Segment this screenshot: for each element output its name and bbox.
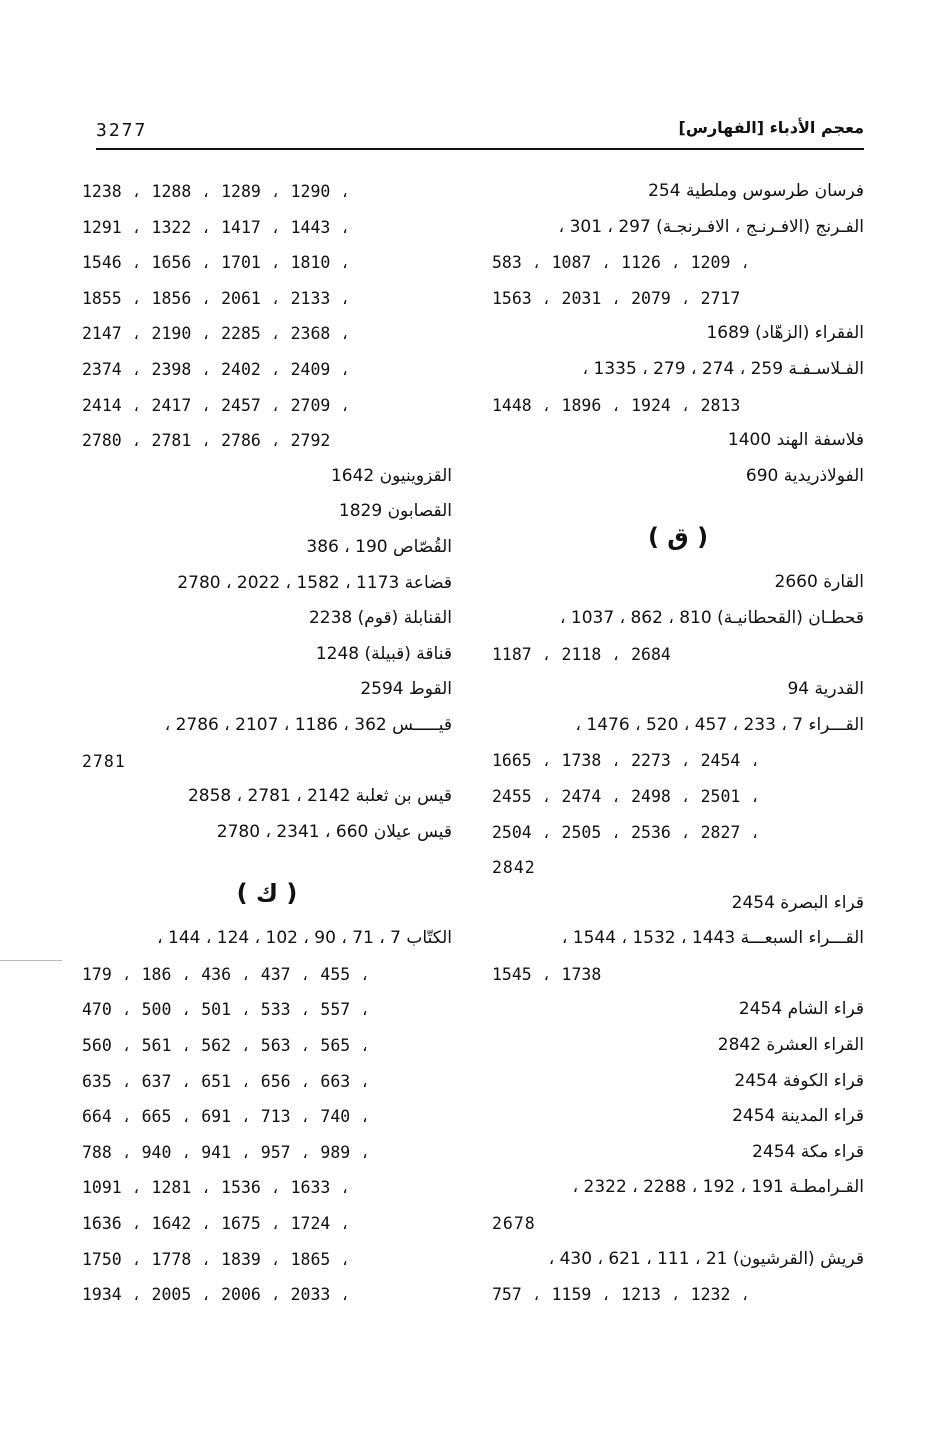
index-entry: القارة 2660 <box>774 572 864 593</box>
index-entry: القـرامطـة 191 ، 192 ، 2288 ، 2322 ، <box>572 1177 864 1198</box>
index-entry-continuation: 179 ، 186 ، 436 ، 437 ، 455 ، <box>82 964 371 984</box>
section-letter-qaf: ( ق ) <box>647 523 709 552</box>
index-entry: قراء مكة 2454 <box>752 1141 864 1162</box>
index-entry: القـــراء 7 ، 233 ، 457 ، 520 ، 1476 ، <box>575 714 864 735</box>
index-entry: القزوينيون 1642 <box>330 465 452 486</box>
index-entry: القراء العشرة 2842 <box>717 1035 864 1056</box>
index-entry: قراء الكوفة 2454 <box>734 1070 864 1091</box>
index-entry: القصابون 1829 <box>338 501 452 522</box>
index-entry-continuation: 1636 ، 1642 ، 1675 ، 1724 ، <box>82 1214 351 1234</box>
index-entry: القوط 2594 <box>360 679 452 700</box>
index-entry-continuation: 583 ، 1087 ، 1126 ، 1209 ، <box>492 253 751 273</box>
index-column-right <box>492 174 864 1313</box>
index-entry-continuation: 1546 ، 1656 ، 1701 ، 1810 ، <box>82 253 351 273</box>
index-entry: فلاسفة الهند 1400 <box>727 430 864 451</box>
index-entry: الفولاذريدية 690 <box>745 465 864 486</box>
index-entry: قريش (القرشيون) 21 ، 111 ، 621 ، 430 ، <box>548 1248 864 1269</box>
index-entry-continuation: 2414 ، 2417 ، 2457 ، 2709 ، <box>82 395 351 415</box>
index-entry: قحطـان (القحطانيـة) 810 ، 862 ، 1037 ، <box>560 607 864 628</box>
running-title: معجم الأدباء [الفهارس] <box>678 118 864 137</box>
index-entry-continuation: 1563 ، 2031 ، 2079 ، 2717 <box>492 288 741 308</box>
index-entry-continuation: 560 ، 561 ، 562 ، 563 ، 565 ، <box>82 1036 371 1056</box>
index-entry-continuation: 470 ، 500 ، 501 ، 533 ، 557 ، <box>82 1000 371 1020</box>
index-entry-continuation: 2504 ، 2505 ، 2536 ، 2827 ، <box>492 822 761 842</box>
index-entry-continuation: 2780 ، 2781 ، 2786 ، 2792 <box>82 431 331 451</box>
index-entry: قيس عيلان 660 ، 2341 ، 2780 <box>216 821 452 842</box>
index-entry: الفقراء (الزهّاد) 1689 <box>706 323 864 344</box>
index-entry: قضاعة 1173 ، 1582 ، 2022 ، 2780 <box>177 572 452 593</box>
index-entry: قراء الشام 2454 <box>738 999 864 1020</box>
index-entry-continuation: 1750 ، 1778 ، 1839 ، 1865 ، <box>82 1249 351 1269</box>
index-entry-continuation: 635 ، 637 ، 651 ، 656 ، 663 ، <box>82 1071 371 1091</box>
index-entry-continuation: 2781 <box>82 751 126 771</box>
index-entry-continuation: 1291 ، 1322 ، 1417 ، 1443 ، <box>82 217 351 237</box>
index-entry: فرسان طرسوس وملطية 254 <box>648 181 864 201</box>
index-entry-continuation: 2678 <box>492 1214 536 1234</box>
index-entry: القُصّاص 190 ، 386 <box>306 536 452 557</box>
index-entry: الفـلاسـفـة 259 ، 274 ، 279 ، 1335 ، <box>582 358 864 379</box>
index-entry: قراء المدينة 2454 <box>732 1106 864 1127</box>
index-column-left <box>82 174 452 1313</box>
index-entry-continuation: 2842 <box>492 858 536 878</box>
index-entry: قيـــــس 362 ، 1186 ، 2107 ، 2786 ، <box>164 714 452 735</box>
index-entry-continuation: 1187 ، 2118 ، 2684 <box>492 644 671 664</box>
index-entry-continuation: 1238 ، 1288 ، 1289 ، 1290 ، <box>82 182 351 201</box>
page-header <box>96 112 864 150</box>
index-entry: قناقة (قبيلة) 1248 <box>315 643 452 664</box>
index-entry-continuation: 2147 ، 2190 ، 2285 ، 2368 ، <box>82 324 351 344</box>
index-entry-continuation: 2455 ، 2474 ، 2498 ، 2501 ، <box>492 786 761 806</box>
index-entry: الفـرنج (الافـرنـج ، الافـرنجـة) 297 ، 301 ، <box>558 216 864 237</box>
index-entry-continuation: 757 ، 1159 ، 1213 ، 1232 ، <box>492 1285 751 1305</box>
index-entry: القنابلة (قوم) 2238 <box>308 608 452 629</box>
index-entry-continuation: 2374 ، 2398 ، 2402 ، 2409 ، <box>82 359 351 379</box>
index-entry-continuation: 788 ، 940 ، 941 ، 957 ، 989 ، <box>82 1142 371 1162</box>
index-entry: الكتّاب 7 ، 71 ، 90 ، 102 ، 124 ، 144 ، <box>157 928 452 949</box>
index-entry-continuation: 1665 ، 1738 ، 2273 ، 2454 ، <box>492 751 761 771</box>
page-number: 3277 <box>96 120 148 141</box>
index-entry-continuation: 1091 ، 1281 ، 1536 ، 1633 ، <box>82 1178 351 1198</box>
index-entry: القـــراء السبعـــة 1443 ، 1532 ، 1544 ، <box>561 928 864 949</box>
index-entry: قيس بن ثعلبة 2142 ، 2781 ، 2858 <box>187 786 452 807</box>
index-entry-continuation: 1448 ، 1896 ، 1924 ، 2813 <box>492 395 741 415</box>
index-entry-continuation: 1934 ، 2005 ، 2006 ، 2033 ، <box>82 1285 351 1305</box>
index-entry: قراء البصرة 2454 <box>731 892 864 913</box>
index-entry-continuation: 664 ، 665 ، 691 ، 713 ، 740 ، <box>82 1107 371 1127</box>
margin-rule <box>0 960 62 961</box>
index-entry: القدرية 94 <box>787 679 864 700</box>
index-entry-continuation: 1855 ، 1856 ، 2061 ، 2133 ، <box>82 288 351 308</box>
section-letter-kaf: ( ك ) <box>236 879 298 908</box>
index-entry-continuation: 1545 ، 1738 <box>492 964 602 984</box>
